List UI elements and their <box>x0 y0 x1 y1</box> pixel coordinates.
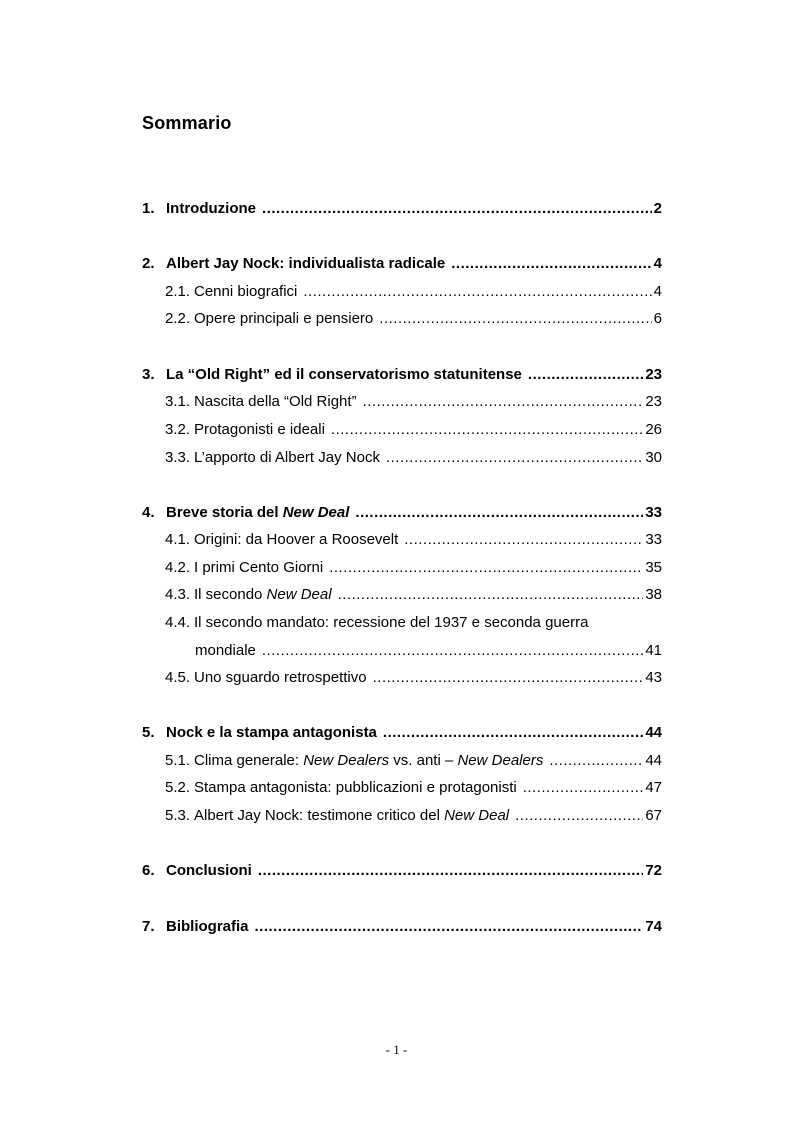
toc-label: Origini: da Hoover a Roosevelt <box>194 531 399 548</box>
leader-dots <box>549 751 643 771</box>
toc-section-3-2[interactable] <box>165 420 662 440</box>
toc-page: 72 <box>645 862 662 879</box>
leader-dots <box>528 365 643 385</box>
toc-label: Il secondo mandato: recessione del 1937 e seconda guerra <box>194 614 589 631</box>
toc-page: 4 <box>653 283 662 300</box>
toc-chapter-2[interactable] <box>142 254 662 274</box>
leader-dots <box>515 806 643 826</box>
leader-dots <box>379 309 651 329</box>
toc-number: 3. <box>142 366 155 383</box>
toc-number: 3.2. <box>165 421 191 438</box>
toc-number: 5.3. <box>165 807 191 824</box>
leader-dots <box>386 448 643 468</box>
toc-page: 67 <box>645 807 662 824</box>
toc-chapter-1[interactable] <box>142 199 662 219</box>
toc-label-text: Il secondo <box>194 586 267 603</box>
toc-section-2-2[interactable] <box>165 309 662 329</box>
toc-label-italic: New Dealers <box>303 752 390 769</box>
toc-label <box>166 503 349 523</box>
toc-label: Protagonisti e ideali <box>194 421 325 438</box>
toc-section-4-4[interactable] <box>165 613 662 633</box>
leader-dots <box>258 861 643 881</box>
leader-dots <box>404 530 643 550</box>
toc-section-5-2[interactable] <box>165 778 662 798</box>
toc-section-4-3[interactable] <box>165 585 662 605</box>
leader-dots <box>331 420 643 440</box>
toc-number: 2. <box>142 255 155 272</box>
toc-number: 2.1. <box>165 283 191 300</box>
toc-number: 4.4. <box>165 614 191 631</box>
toc-number: 4. <box>142 504 155 521</box>
toc-page: 74 <box>645 918 662 935</box>
toc-number: 4.1. <box>165 531 191 548</box>
toc-number: 2.2. <box>165 310 191 327</box>
toc-label-italic: New Deal <box>282 504 350 521</box>
toc-page: 4 <box>653 255 662 272</box>
toc-number: 4.3. <box>165 586 191 603</box>
toc-label: Nascita della “Old Right” <box>194 393 357 410</box>
toc-chapter-4[interactable] <box>142 503 662 523</box>
toc-section-4-5[interactable] <box>165 668 662 688</box>
toc-page: 26 <box>645 421 662 438</box>
leader-dots <box>373 668 644 688</box>
toc-label-text: Breve storia del <box>166 504 283 521</box>
toc-section-4-1[interactable] <box>165 530 662 550</box>
toc-number: 3.1. <box>165 393 191 410</box>
toc-label: Conclusioni <box>166 862 252 879</box>
toc-section-2-1[interactable] <box>165 282 662 302</box>
toc-section-5-1[interactable] <box>165 751 662 771</box>
toc-label: La “Old Right” ed il conservatorismo statunitense <box>166 366 522 383</box>
toc-label: mondiale <box>195 642 256 659</box>
toc-label-italic: New Deal <box>444 807 510 824</box>
toc-number: 4.5. <box>165 669 191 686</box>
toc-chapter-3[interactable] <box>142 365 662 385</box>
toc-label: Opere principali e pensiero <box>194 310 374 327</box>
toc-page: 33 <box>645 531 662 548</box>
toc-section-3-3[interactable] <box>165 448 662 468</box>
toc-section-4-2[interactable] <box>165 558 662 578</box>
toc-number: 3.3. <box>165 449 191 466</box>
toc-page: 23 <box>645 366 662 383</box>
toc-label: Uno sguardo retrospettivo <box>194 669 367 686</box>
toc-label-text: Clima generale: <box>194 752 304 769</box>
toc-page: 43 <box>645 669 662 686</box>
toc-label-text: vs. anti – <box>389 752 458 769</box>
toc-section-3-1[interactable] <box>165 392 662 412</box>
toc-label-text: Albert Jay Nock: testimone critico del <box>194 807 445 824</box>
leader-dots <box>363 392 644 412</box>
toc-page: 44 <box>645 752 662 769</box>
toc-page: 30 <box>645 449 662 466</box>
leader-dots <box>383 723 643 743</box>
page-number: - 1 - <box>385 1042 408 1057</box>
toc-section-5-3[interactable] <box>165 806 662 826</box>
toc-page: 41 <box>645 642 662 659</box>
toc-chapter-6[interactable] <box>142 861 662 881</box>
toc-chapter-5[interactable] <box>142 723 662 743</box>
toc-label: Cenni biografici <box>194 283 298 300</box>
toc-chapter-7[interactable] <box>142 917 662 937</box>
toc-label: L’apporto di Albert Jay Nock <box>194 449 380 466</box>
leader-dots <box>329 558 643 578</box>
toc-number: 4.2. <box>165 559 191 576</box>
toc-label: Stampa antagonista: pubblicazioni e protagonisti <box>194 779 517 796</box>
toc-number: 5.1. <box>165 752 191 769</box>
toc-page: 23 <box>645 393 662 410</box>
toc-page: 35 <box>645 559 662 576</box>
toc-page: 38 <box>645 586 662 603</box>
toc-label <box>194 585 332 605</box>
toc-label <box>194 751 543 771</box>
toc-section-4-4-continued[interactable] <box>195 641 662 661</box>
toc-number: 6. <box>142 862 155 879</box>
leader-dots <box>451 254 651 274</box>
leader-dots <box>355 503 643 523</box>
toc-label: Nock e la stampa antagonista <box>166 724 377 741</box>
toc-page: 6 <box>653 310 662 327</box>
toc-label: Bibliografia <box>166 918 249 935</box>
leader-dots <box>262 641 643 661</box>
leader-dots <box>523 778 644 798</box>
toc-label <box>194 806 509 826</box>
leader-dots <box>262 199 652 219</box>
toc-page: 33 <box>645 504 662 521</box>
leader-dots <box>303 282 651 302</box>
toc-label-italic: New Dealers <box>457 752 544 769</box>
toc-label: I primi Cento Giorni <box>194 559 324 576</box>
toc-label-italic: New Deal <box>266 586 332 603</box>
toc-number: 5.2. <box>165 779 191 796</box>
toc-label: Albert Jay Nock: individualista radicale <box>166 255 446 272</box>
page-title: Sommario <box>142 113 232 133</box>
toc-number: 5. <box>142 724 155 741</box>
toc-label: Introduzione <box>166 200 256 217</box>
toc-page: 2 <box>653 200 662 217</box>
leader-dots <box>338 585 644 605</box>
toc-number: 7. <box>142 918 155 935</box>
toc-page: 44 <box>645 724 662 741</box>
leader-dots <box>255 917 644 937</box>
toc-page: 47 <box>645 779 662 796</box>
toc-number: 1. <box>142 200 155 217</box>
